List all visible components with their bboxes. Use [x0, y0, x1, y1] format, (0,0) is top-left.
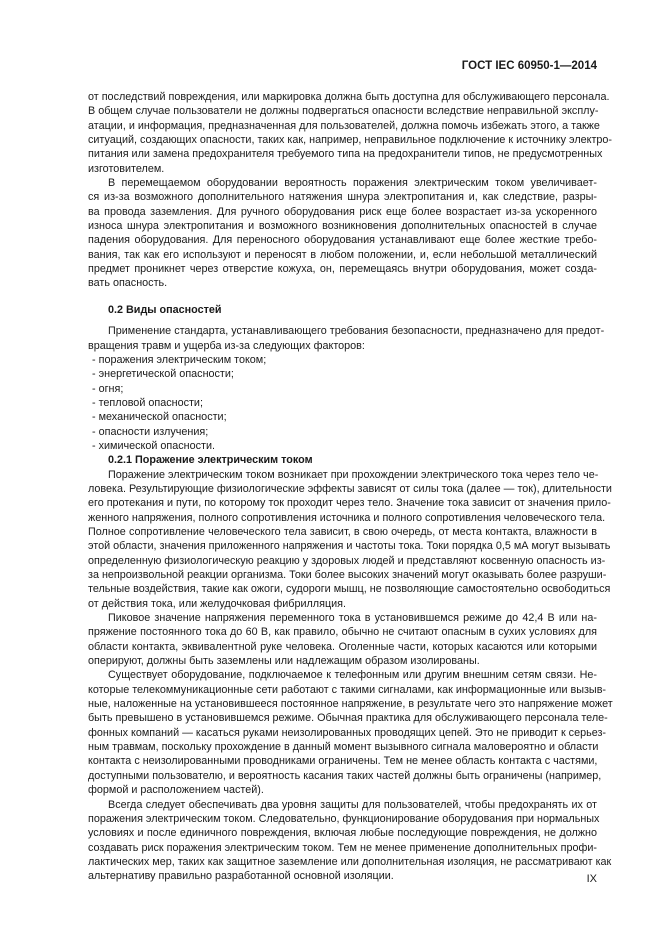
text-line: Пиковое значение напряжения переменного тока в установившемся режиме до 42,4 В или на-	[108, 612, 597, 625]
text-line: ным травмам, поскольку прохождение в данный момент вызывного сигнала маловероятно и области	[88, 741, 599, 754]
text-line: области контакта, эквивалентной руке человека. Оголенные части, которых касаются или которыми	[88, 640, 597, 653]
text-line: контакта с неизолированными проводниками ограничены. Тем не менее область контакта с частями,	[88, 755, 598, 768]
text-line: от последствий повреждения, или маркировка должна быть доступна для обслуживающего персонала.	[88, 91, 610, 103]
paragraph	[88, 468, 612, 611]
text-line: этой области, значения приложенного напряжения и частоты тока. Токи порядка 0,5 мА могут вызывать	[88, 540, 611, 553]
text-line: женного напряжения, полного сопротивления источника и полного сопротивления человеческого тела.	[88, 511, 606, 524]
list-item: - химической опасности.	[92, 439, 215, 452]
list-item: - тепловой опасности;	[92, 396, 203, 409]
text-line: оперируют, должны быть заземлены или надлежащим образом изолированы.	[88, 655, 480, 668]
text-line: Существует оборудование, подключаемое к телефонным или другим внешним сетям связи. Не-	[108, 669, 597, 682]
document-header: ГОСТ IEC 60950-1—2014	[461, 60, 597, 72]
paragraph	[88, 324, 605, 353]
list-item: - опасности излучения;	[92, 425, 209, 438]
text-line: износа шнура электропитания и возможного возникновения дополнительных опасностей в случае	[88, 220, 597, 233]
text-line: ва провода заземления. Для ручного оборудования риск еще более возрастает из-за ускоренного	[88, 205, 597, 218]
subsection-heading: 0.2.1 Поражение электрическим током	[108, 454, 313, 467]
text-line: ные, наложенные на установившееся постоянное напряжение, в результате чего это напряжение может	[88, 698, 613, 711]
list-item: - огня;	[92, 382, 124, 395]
text-line: атации, и информация, предназначенная для пользователей, должна помочь избежать этого, а также	[88, 119, 600, 132]
text-line: изготовителем.	[88, 162, 165, 175]
text-line: альтернативу правильно разработанной основной изоляции.	[88, 870, 394, 883]
text-line: которые телекоммуникационные сети работают с такими сигналами, как информационные или вызыв-	[88, 683, 607, 696]
text-line: лактических мер, таких как защитное заземление или дополнительная изоляция, не рассматривают как	[88, 855, 612, 868]
text-line: поражения электрическим током. Следовательно, функционирование оборудования при нормальных	[88, 812, 600, 825]
text-line: определенную физиологическую реакцию у здоровых людей и представляют косвенную опасность из-	[88, 554, 606, 567]
text-line: предмет проникнет через отверстие кожуха, он, перемещаясь внутри оборудования, может созда-	[88, 263, 597, 276]
text-line: формой и расположением частей).	[88, 784, 264, 797]
text-line: условиях и после единичного повреждения, включая любые последующие повреждения, не должно	[88, 827, 597, 840]
text-line: от действия тока, или желудочковая фибрилляция.	[88, 597, 347, 610]
text-line: ситуаций, создающих опасности, таких как, например, неправильное подключение к источнику электро-	[88, 134, 613, 147]
text-line: за непроизвольной реакции организма. Токи более высоких значений могут оказывать более разруши-	[88, 569, 607, 581]
text-line: создавать риск поражения электрическим током. Тем не менее применение дополнительных профи-	[88, 841, 597, 854]
text-line: фонных компаний — касаться руками неизолированных проводящих цепей. Это не приводит к серьез-	[88, 726, 607, 739]
list-item: - поражения электрическим током;	[92, 353, 267, 366]
list-item: - энергетической опасности;	[92, 368, 234, 381]
text-line: питания или замена предохранителя требуемого типа на предохранители типов, не предусмотренных	[88, 148, 603, 161]
hazard-list	[88, 353, 597, 453]
text-line: Применение стандарта, устанавливающего требования безопасности, предназначено для предот-	[108, 325, 605, 338]
paragraph	[88, 798, 612, 884]
paragraph	[88, 611, 597, 668]
list-item: - механической опасности;	[92, 411, 227, 424]
text-line: быть превышено в установившемся режиме. Обычная практика для обслуживающего персонала теле-	[88, 712, 608, 725]
section-heading: 0.2 Виды опасностей	[108, 303, 222, 316]
text-line: ловека. Результирующие физиологические эффекты зависят от силы тока (далее — ток), длительности	[88, 482, 612, 495]
text-line: Всегда следует обеспечивать два уровня защиты для пользователей, чтобы предохранять их от	[108, 798, 597, 811]
page-body	[88, 90, 613, 884]
text-line: вания, так как его используют и переносят в любом положении, и, если небольшой металлический	[88, 248, 597, 261]
text-line: его протекания и пути, по которому ток проходит через тело. Значение тока зависит от значения прило-	[88, 497, 611, 510]
paragraph	[88, 90, 613, 176]
text-line: вать опасность.	[88, 277, 168, 290]
text-line: вращения травм и ущерба из-за следующих факторов:	[88, 339, 365, 352]
paragraph	[88, 668, 613, 797]
text-line: тельные воздействия, такие как ожоги, судороги мышц, не позволяющие самостоятельно освободиться	[88, 583, 611, 596]
text-line: Полное сопротивление человеческого тела зависит, в свою очередь, от места контакта, влажности в	[88, 525, 597, 538]
text-line: падения оборудования. Для переносного оборудования устанавливают еще более жесткие требо-	[88, 234, 597, 247]
text-line: В перемещаемом оборудовании вероятность поражения электрическим током увеличивает-	[108, 177, 597, 190]
text-line: пряжение постоянного тока до 60 В, как правило, обычно не считают опасным в сухих условиях для	[88, 626, 597, 639]
text-line: ся из-за возможного дополнительного натяжения шнура электропитания и, как следствие, разры-	[88, 191, 597, 204]
text-line: Поражение электрическим током возникает при прохождении электрического тока через тело че-	[108, 468, 599, 481]
text-line: В общем случае пользователи не должны подвергаться опасности вследствие неправильной эксплу-	[88, 105, 599, 118]
paragraph	[88, 176, 597, 291]
text-line: доступными пользователю, и вероятность касания таких частей должны быть ограничены (например,	[88, 769, 602, 782]
page-number: IX	[586, 873, 597, 885]
